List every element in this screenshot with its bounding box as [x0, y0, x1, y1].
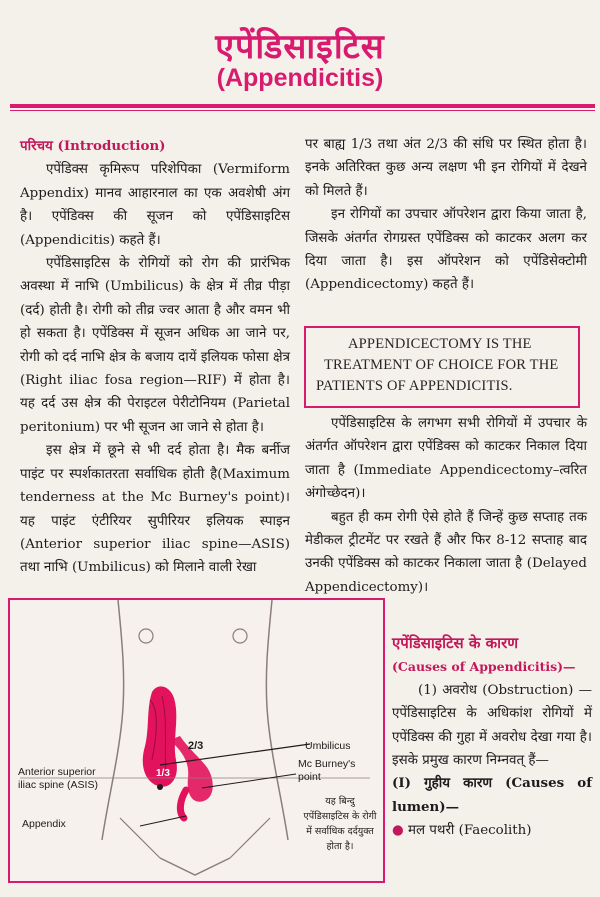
causes-bullet-1: ● मल पथरी (Faecolith)	[392, 819, 592, 842]
intro-paragraph-2: एपेंडिसाइटिस के रोगियों को रोग की प्रारंभिक अवस्था में नाभि (Umbilicus) के क्षेत्र में तीव्र पीड़ा (दर्द) होती है। रोगी को तीव्र ज्वर आता है और वमन भी हो सकता है। एपेंडिक्स में सूजन अधिक आ जाने पर, रोगी को दर्द नाभि क्षेत्र के बजाय दायें इलियक फोसा क्षेत्र (Right iliac fosa region—RIF) में होता है। यह दर्द उस क्षेत्र की पेराइटल पेरीटोनियम (Parietal peritonium) पर भी सूजन आ जाने से होता है।	[20, 256, 290, 435]
box-line-1: APPENDICECTOMY IS THE	[348, 336, 532, 352]
label-asis-line1: Anterior superior	[18, 766, 96, 778]
label-asis-line2: iliac spine (ASIS)	[18, 779, 98, 791]
label-one-third: 1/3	[156, 768, 170, 779]
right-column-top	[305, 133, 587, 297]
appendix-figure	[8, 598, 385, 883]
right-nipple-icon	[233, 629, 247, 643]
left-nipple-icon	[139, 629, 153, 643]
causes-section	[392, 632, 592, 843]
title-rule	[10, 104, 595, 108]
box-line-2: TREATMENT OF CHOICE FOR THE	[324, 357, 559, 373]
label-mcburney-line1: Mc Burney's	[298, 758, 356, 770]
intro-paragraph-1: एपेंडिक्स कृमिरूप परिशेपिका (Vermiform Appendix) मानव आहारनाल का एक अवशेषी अंग है। एपेंडिक्स की सूजन को एपेंडिसाइटिस (Appendicitis) कहते हैं।	[20, 162, 290, 248]
box-line-3: PATIENTS OF APPENDICITIS.	[316, 378, 513, 394]
label-mcburney-line2: point	[298, 771, 321, 783]
intro-paragraph-3: इस क्षेत्र में छूने से भी दर्द होता है। मैक बर्नीज पाइंट पर स्पर्शकातरता सर्वाधिक होती है(Maximum tenderness at the Mc Burney's point)। यह पाइंट एंटीरियर सुपीरियर इलियक स्पाइन (Anterior superior iliac spine—ASIS) तथा नाभि (Umbilicus) को मिलाने वाली रेखा	[20, 443, 290, 576]
left-column	[20, 135, 290, 580]
causes-heading-english: (Causes of Appendicitis)—	[392, 659, 576, 675]
mcburney-point-marker	[157, 784, 163, 790]
causes-item-1: (1) अवरोध (Obstruction) —एपेंडिसाइटिस के अधिकांश रोगियों में एपेंडिक्स की गुहा में अवरोध देखा गया है। इसके प्रमुख कारण निम्नवत् हैं—	[392, 682, 592, 769]
intro-heading: परिचय (Introduction)	[20, 138, 166, 154]
page-title-hindi: एपेंडिसाइटिस	[215, 27, 385, 67]
colon-illustration	[143, 686, 213, 818]
label-appendix: Appendix	[22, 818, 66, 830]
right-paragraph-1: पर बाह्य 1/3 तथा अंत 2/3 की संधि पर स्थित होता है। इनके अतिरिक्त कुछ अन्य लक्षण भी इन रोगियों में देखने को मिलते हैं।	[305, 137, 587, 199]
right-column-bottom	[305, 412, 587, 599]
label-umbilicus: Umbilicus	[305, 740, 351, 752]
right-paragraph-3: एपेंडिसाइटिस के लगभग सभी रोगियों में उपचार के अंतर्गत ऑपरेशन द्वारा एपेंडिक्स को काटकर निकाल दिया जाता है (Immediate Appendicectomy–त्वरित अंगोच्छेदन)।	[305, 416, 587, 502]
right-paragraph-4: बहुत ही कम रोगी ऐसे होते हैं जिन्हें कुछ सप्ताह तक मेडीकल ट्रीटमेंट पर रखते हैं और फिर 8-12 सप्ताह बाद उनकी एपेंडिक्स को काटकर निकाला जाता है (Delayed Appendicectomy)।	[305, 509, 587, 595]
causes-heading: एपेंडिसाइटिस के कारण	[392, 634, 519, 652]
figure-note: यह बिन्दु एपेंडिसाइटिस के रोगी में सर्वाधिक दर्दयुक्त होता है।	[303, 796, 377, 852]
page-title-english: (Appendicitis)	[216, 64, 384, 92]
title-rule-thin	[10, 110, 595, 111]
label-two-thirds: 2/3	[188, 740, 204, 752]
right-paragraph-2: इन रोगियों का उपचार ऑपरेशन द्वारा किया जाता है, जिसके अंतर्गत रोगग्रस्त एपेंडिक्स को काटकर अलग कर दिया जाता है। इस ऑपरेशन को एपेंडिसेक्टोमी (Appendicectomy) कहते हैं।	[305, 207, 587, 293]
causes-subheading: (I) गुहीय कारण (Causes of lumen)—	[392, 775, 592, 815]
highlight-box	[304, 326, 580, 408]
